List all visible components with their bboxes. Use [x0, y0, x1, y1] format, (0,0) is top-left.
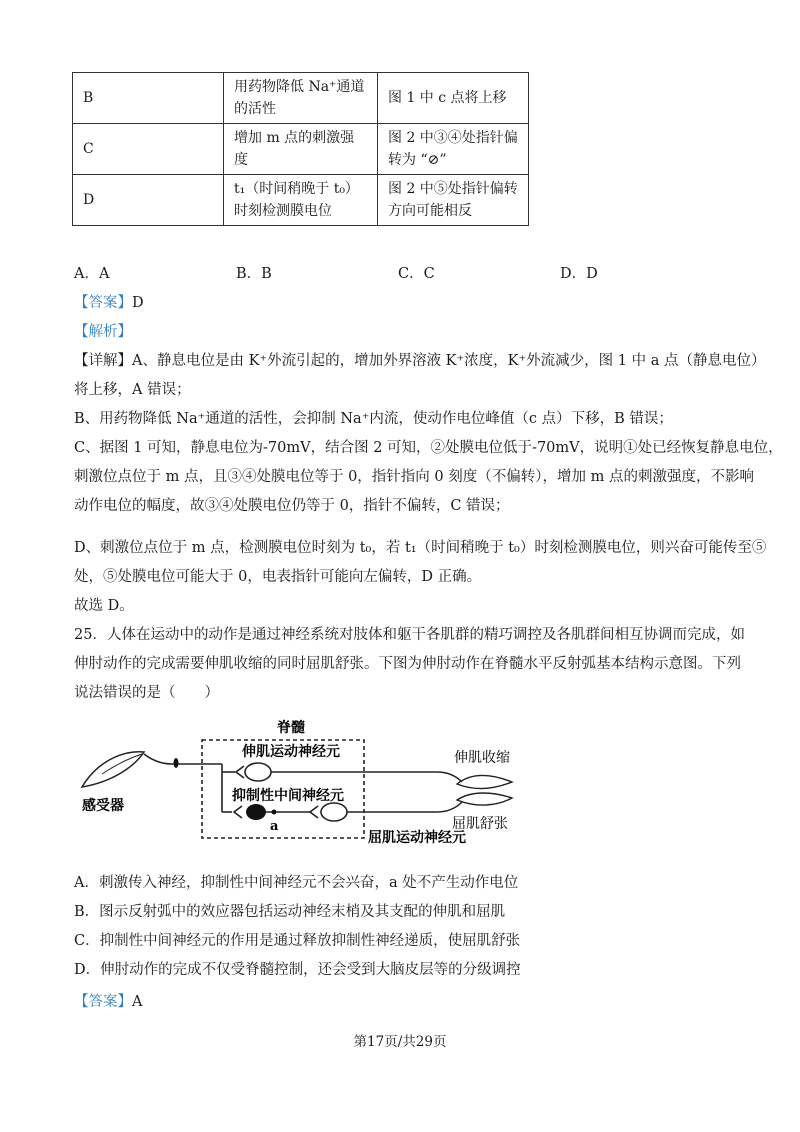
interneuron-label: 抑制性中间神经元 — [232, 788, 344, 804]
table-row — [73, 73, 529, 124]
receptor-label: 感受器 — [82, 798, 124, 814]
analysis-line: B、用药物降低 Na⁺通道的活性，会抑制 Na⁺内流，使动作电位峰值（c 点）下移，B 错误； — [74, 411, 673, 427]
analysis-line: 将上移，A 错误； — [74, 382, 191, 398]
extensor-motor-neuron-label: 伸肌运动神经元 — [242, 744, 340, 760]
answer-tag: 【答案】 — [74, 994, 132, 1010]
answer-value: A — [132, 994, 143, 1010]
option-a: A．刺激传入神经，抑制性中间神经元不会兴奋，a 处不产生动作电位 — [74, 875, 519, 891]
question-stem: 说法错误的是（ ） — [74, 685, 219, 701]
table-cell-result: 图 2 中⑤处指针偏转方向可能相反 — [378, 175, 529, 226]
question-stem: 25．人体在运动中的动作是通过神经系统对肢体和躯干各肌群的精巧调控及各肌群间相互协调而完成，如 — [74, 627, 745, 643]
point-a-label: a — [270, 819, 279, 834]
table-cell-result: 图 1 中 c 点将上移 — [378, 73, 529, 124]
option-b: B．图示反射弧中的效应器包括运动神经末梢及其支配的伸肌和屈肌 — [74, 904, 506, 920]
page-footer: 第17页/共29页 — [353, 1034, 447, 1050]
flexor-muscle — [457, 793, 512, 805]
options-table — [72, 72, 529, 226]
interneuron-body — [246, 804, 266, 820]
point-a-dot — [272, 810, 277, 815]
analysis-tag: 【解析】 — [74, 324, 132, 340]
extensor-muscle — [457, 776, 512, 789]
choice-a: A．A — [74, 266, 110, 282]
analysis-line: D、刺激位点位于 m 点，检测膜电位时刻为 t₀，若 t₁（时间稍晚于 t₀）时刻检测膜电位，则兴奋可能传至⑤ — [74, 540, 767, 556]
analysis-line: 【详解】A、静息电位是由 K⁺外流引起的，增加外界溶液 K⁺浓度，K⁺外流减少，图 1 中 a 点（静息电位） — [74, 353, 766, 369]
table-row — [73, 175, 529, 226]
detail-tag: 【详解】 — [74, 353, 132, 369]
afferent-nerve — [144, 754, 222, 764]
table-cell-option: D — [73, 175, 224, 226]
flexor-relax-label: 屈肌舒张 — [452, 816, 508, 832]
answer-line — [74, 991, 142, 1013]
table-cell-operation: 增加 m 点的刺激强度 — [224, 124, 378, 175]
analysis-line: C、据图 1 可知，静息电位为-70mV，结合图 2 可知，②处膜电位低于-70mV，说明①处已经恢复静息电位， — [74, 440, 783, 456]
analysis-line: 动作电位的幅度，故③④处膜电位仍等于 0，指针不偏转，C 错误； — [74, 498, 510, 514]
choice-d: D．D — [560, 266, 598, 282]
reflex-arc-figure — [72, 712, 532, 862]
spinal-cord-label: 脊髓 — [277, 720, 305, 736]
analysis-line: 处，⑤处膜电位可能大于 0，电表指针可能向左偏转，D 正确。 — [74, 569, 482, 585]
answer-line — [74, 292, 144, 314]
choice-c: C．C — [398, 266, 435, 282]
table-cell-option: C — [73, 124, 224, 175]
analysis-line: 刺激位点位于 m 点，且③④处膜电位等于 0，指针指向 0 刻度（不偏转），增加 m 点的刺激强度，不影响 — [74, 469, 754, 485]
answer-value: D — [132, 295, 144, 311]
table-cell-operation: 用药物降低 Na⁺通道的活性 — [224, 73, 378, 124]
table-cell-operation: t₁（时间稍晚于 t₀）时刻检测膜电位 — [224, 175, 378, 226]
option-c: C．抑制性中间神经元的作用是通过释放抑制性神经递质，使屈肌舒张 — [74, 933, 521, 949]
question-stem: 伸肘动作的完成需要伸肌收缩的同时屈肌舒张。下图为伸肘动作在脊髓水平反射弧基本结构示意图。下列 — [74, 656, 741, 672]
analysis-line: 故选 D。 — [74, 598, 134, 614]
table-cell-result: 图 2 中③④处指针偏转为 “⊘” — [378, 124, 529, 175]
option-d: D．伸肘动作的完成不仅受脊髓控制，还会受到大脑皮层等的分级调控 — [74, 962, 521, 978]
answer-tag: 【答案】 — [74, 295, 132, 311]
flexor-neuron-body — [321, 803, 347, 821]
flexor-motor-neuron-label: 屈肌运动神经元 — [368, 830, 466, 846]
extensor-neuron-body — [245, 763, 271, 781]
extensor-contract-label: 伸肌收缩 — [454, 750, 510, 766]
ganglion-dot — [174, 758, 179, 768]
table-row — [73, 124, 529, 175]
choice-b: B．B — [236, 266, 272, 282]
table-cell-option: B — [73, 73, 224, 124]
